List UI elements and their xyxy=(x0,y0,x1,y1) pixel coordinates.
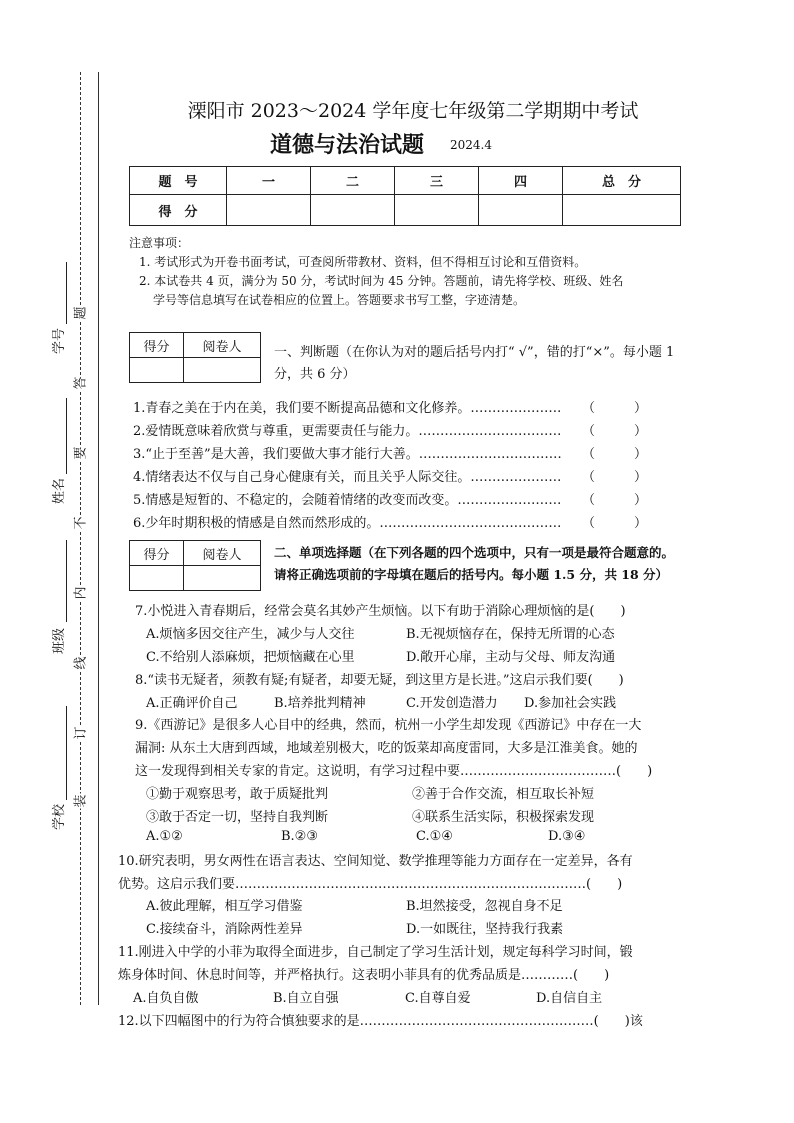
notes-item: 1. 考试形式为开卷书面考试，可查阅所带教材、资料，但不得相互讨论和互借资料。 xyxy=(139,255,587,269)
q7-option-c: C.不给别人添麻烦，把烦恼藏在心里 xyxy=(146,650,355,665)
section2-heading xyxy=(274,542,674,586)
q11-option-a: A.自负自傲 xyxy=(133,991,199,1006)
q9-option-c: C.①④ xyxy=(416,829,453,844)
q9-statement-3: ③敢于否定一切，坚持自我判断 xyxy=(146,810,329,825)
answer-paren-1[interactable]: （ ） xyxy=(582,401,648,416)
label-school: 学校 xyxy=(52,803,68,831)
q7-option-d: D.敞开心扉，主动与父母、师友沟通 xyxy=(406,650,616,665)
score-table-header-row xyxy=(130,167,681,195)
q8-option-b: B.培养批判精神 xyxy=(274,696,366,711)
q10-option-b: B.坦然接受，忽视自身不足 xyxy=(406,899,563,914)
header-part-2: 二 xyxy=(311,167,395,195)
q10-option-c: C.接续奋斗，消除两性差异 xyxy=(146,922,303,937)
q11-option-b: B.自立自强 xyxy=(273,991,339,1006)
q7-stem: 7.小悦进入青春期后，经常会莫名其妙产生烦恼。以下有助于消除心理烦恼的是( ) xyxy=(135,604,626,619)
q9-option-b: B.②③ xyxy=(281,829,318,844)
section2-heading-line1: 二、单项选择题（在下列各题的四个选项中，只有一项是最符合题意的。 xyxy=(274,545,675,560)
score-table xyxy=(129,166,681,226)
answer-paren-4[interactable]: （ ） xyxy=(582,470,648,485)
name-blank[interactable] xyxy=(66,398,67,474)
tf-question-4: 4.情绪表达不仅与自己身心健康有关，而且关乎人际交往。………………… xyxy=(133,470,562,485)
score-cell-total[interactable] xyxy=(563,195,681,226)
section1-heading xyxy=(274,342,674,386)
answer-paren-2[interactable]: （ ） xyxy=(582,424,648,439)
exam-notes xyxy=(129,234,689,310)
section1-grader-box xyxy=(129,332,261,383)
q12-stem: 12.以下四幅图中的行为符合慎独要求的是………………………………………………( )该 xyxy=(118,1014,643,1029)
header-total: 总 分 xyxy=(563,167,681,195)
section2-grader-box xyxy=(129,540,261,591)
q9-statement-4: ④联系生活实际，积极探索发现 xyxy=(412,810,595,825)
answer-paren-6[interactable]: （ ） xyxy=(582,516,648,531)
tf-question-3: 3.“止于至善”是大善，我们要做大事才能行大善。…………………………… xyxy=(133,447,562,462)
notes-item: 2. 本试卷共 4 页，满分为 50 分，考试时间为 45 分钟。答题前，请先将学校、班级、姓名 xyxy=(139,274,624,288)
tf-question-1: 1.青春之美在于内在美，我们要不断提高品德和文化修养。………………… xyxy=(133,401,562,416)
notes-item: 学号等信息填写在试卷相应的位置上。答题要求书写工整，字迹清楚。 xyxy=(153,293,526,307)
score-cell-4[interactable] xyxy=(479,195,563,226)
margin-word: 答 xyxy=(73,376,89,390)
q8-option-c: C.开发创造潜力 xyxy=(406,696,498,711)
grader-score-label: 得分 xyxy=(130,333,184,358)
header-part-1: 一 xyxy=(227,167,311,195)
margin-word: 题 xyxy=(73,306,89,320)
class-blank[interactable] xyxy=(66,540,67,622)
label-student-id: 学号 xyxy=(52,327,68,355)
label-name: 姓名 xyxy=(52,477,68,505)
q10-line-2: 优势。这启示我们要………………………………………………………………………( ) xyxy=(118,877,623,892)
label-class: 班级 xyxy=(52,627,68,655)
q8-option-a: A.正确评价自己 xyxy=(146,696,238,711)
exam-date: 2024.4 xyxy=(450,138,493,152)
exam-subtitle xyxy=(270,128,492,159)
binding-solid-line xyxy=(98,72,99,1005)
grader-name-cell[interactable] xyxy=(184,358,261,383)
section2-heading-line2: 请将正确选项前的字母填在题后的括号内。每小题 1.5 分，共 18 分） xyxy=(274,567,669,582)
q10-option-a: A.彼此理解，相互学习借鉴 xyxy=(146,899,303,914)
section1-heading-line2: 分，共 6 分） xyxy=(274,367,356,382)
school-blank[interactable] xyxy=(66,706,67,800)
q9-option-a: A.①② xyxy=(146,829,183,844)
q11-line-2: 炼身体时间、休息时间等，并严格执行。这表明小菲具有的优秀品质是…………( ) xyxy=(118,968,610,983)
q7-option-b: B.无视烦恼存在，保持无所谓的心态 xyxy=(406,627,615,642)
header-part-3: 三 xyxy=(395,167,479,195)
grader-score-label: 得分 xyxy=(130,541,184,566)
q9-line-1: 9.《西游记》是很多人心目中的经典，然而，杭州一小学生却发现《西游记》中存在一大 xyxy=(135,718,642,733)
grader-name-label: 阅卷人 xyxy=(184,333,261,358)
header-question-number: 题 号 xyxy=(130,167,227,195)
q9-line-2: 漏洞: 从东土大唐到西域，地域差别极大，吃的饭菜却高度雷同，大多是江淮美食。她的 xyxy=(135,741,638,756)
q8-stem: 8.“读书无疑者，须教有疑;有疑者，却要无疑，到这里方是长进。”这启示我们要( ) xyxy=(135,673,624,688)
q9-option-d: D.③④ xyxy=(548,829,586,844)
score-cell-1[interactable] xyxy=(227,195,311,226)
q8-option-d: D.参加社会实践 xyxy=(524,696,617,711)
exam-title: 溧阳市 2023～2024 学年度七年级第二学期期中考试 xyxy=(187,100,639,122)
tf-question-6: 6.少年时期积极的情感是自然而然形成的。…………………………………… xyxy=(133,516,562,531)
header-part-4: 四 xyxy=(479,167,563,195)
q11-line-1: 11.刚进入中学的小菲为取得全面进步，自己制定了学习生活计划，规定每科学习时间，锻 xyxy=(118,945,633,960)
student-id-blank[interactable] xyxy=(66,262,67,324)
margin-word: 装 xyxy=(73,794,89,808)
answer-paren-5[interactable]: （ ） xyxy=(582,493,648,508)
answer-paren-3[interactable]: （ ） xyxy=(582,447,648,462)
score-cell-3[interactable] xyxy=(395,195,479,226)
tf-question-2: 2.爱情既意味着欣赏与尊重，更需要责任与能力。…………………………… xyxy=(133,424,562,439)
subtitle-text: 道德与法治试题 xyxy=(270,132,425,158)
section1-heading-line1: 一、判断题（在你认为对的题后括号内打“ √”，错的打“×”。每小题 1 xyxy=(274,345,675,360)
grader-score-cell[interactable] xyxy=(130,358,184,383)
row-label-score: 得 分 xyxy=(130,195,227,226)
q11-option-c: C.自尊自爱 xyxy=(405,991,471,1006)
q7-option-a: A.烦恼多因交往产生，减少与人交往 xyxy=(146,627,355,642)
notes-heading: 注意事项： xyxy=(129,236,190,250)
q10-line-1: 10.研究表明，男女两性在语言表达、空间知觉、数学推理等能力方面存在一定差异，各有 xyxy=(118,854,633,869)
score-table-score-row xyxy=(130,195,681,226)
binding-dashed-line xyxy=(80,72,81,1005)
score-cell-2[interactable] xyxy=(311,195,395,226)
grader-name-label: 阅卷人 xyxy=(184,541,261,566)
tf-question-5: 5.情感是短暂的、不稳定的，会随着情绪的改变而改变。…………………… xyxy=(133,493,562,508)
q9-statement-2: ②善于合作交流，相互取长补短 xyxy=(412,787,595,802)
q9-line-3: 这一发现得到相关专家的肯定。这说明，有学习过程中要………………………………( ) xyxy=(135,764,653,779)
margin-word: 内 xyxy=(73,586,89,600)
grader-score-cell[interactable] xyxy=(130,566,184,591)
margin-word: 不 xyxy=(73,516,89,530)
q10-option-d: D.一如既往，坚持我行我素 xyxy=(406,922,564,937)
margin-word: 订 xyxy=(73,726,89,740)
margin-word: 线 xyxy=(73,656,89,670)
q9-statement-1: ①勤于观察思考，敢于质疑批判 xyxy=(146,787,329,802)
q11-option-d: D.自信自主 xyxy=(536,991,603,1006)
margin-word: 要 xyxy=(73,446,89,460)
grader-name-cell[interactable] xyxy=(184,566,261,591)
